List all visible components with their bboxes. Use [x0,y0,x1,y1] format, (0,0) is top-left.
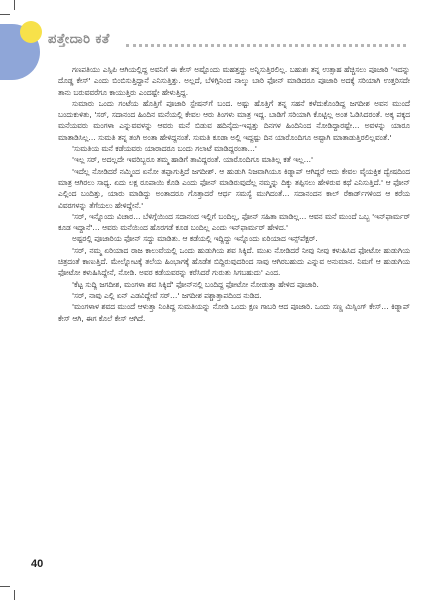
crop-mark-bottom-left-horizontal [0,586,10,587]
paragraph: 'ಇಲ್ಲ ಸರ್, ಅದಲ್ಲದೇ ಇವರಿಬ್ಬರೂ ತಮ್ಮ ಹಾಡಿಗೆ ತಾವಿದ್ದರಂತೆ. ಯಾರೊಂದಿಗೂ ಮಾತಿಲ್ಲ ಕತೆ ಇಲ್ಲ…' [72,155,313,165]
paragraph: ಸುಮಾರು ಒಂದು ಗಂಟೆಯ ಹೊತ್ತಿಗೆ ಪೂಜಾರಿ ಸ್ಟೇಷನ್‌ಗೆ ಬಂದ. ಅಷ್ಟು ಹೊತ್ತಿಗೆ ತನ್ನ ಸಹನೆ ಕಳೆದುಕೊಂಡಿದ್ದ ಜಗದೀಶ ಅವನ ಮುಂದೆ ಬಂದುಕುಳಿತು, 'ಸರ್, ಸದಾನಂದ ಹಿಂದಿನ ಮನೆಯಲ್ಲಿ ಕೇವಲ ಆರು ತಿಂಗಳು ಮಾತ್ರ ಇದ್ದ. ಬಾಡಿಗೆ ಸರಿಯಾಗಿ ಕೊಟ್ಟಿಲ್ಲ ಅಂತ ಓಡಿಸಿದರಂತೆ. ಅಕ್ಕ ಪಕ್ಕದ ಮನೆಯವರು ಮಂಗಳಾ ಎನ್ನುವವಳನ್ನು ಆವರು ಮನೆ ಬಿಡುವ ಹದಿನೈದು-ಇಪ್ಪತ್ತು ದಿನಗಳ ಹಿಂದಿನಿಂದ ನೋಡಿದ್ದಾರಷ್ಟೇ… ಅವಳನ್ನು ಯಾರೂ ಮಾತಾಡಿಸಿಲ್ಲ… ಸುಮತಿ ತನ್ನ ತಂಗಿ ಅಂತಾ ಹೇಳಿದ್ದನಂತೆ. ಸುಮತಿ ಕೂಡಾ ಅಲ್ಲಿ ಇದ್ದಷ್ಟು ದಿನ ಯಾರೊಂದಿಗೂ ಅಷ್ಟಾಗಿ ಮಾತಾಡುತ್ತಿರಲಿಲ್ಲವಂತೆ.' [58,98,410,142]
paragraph: 'ಸರ್, ನಮ್ಮ ಏರಿಯಾದ ರಾಜ ಕಾಲುವೆಯಲ್ಲಿ ಒಂದು ಹುಡುಗಿಯ ಶವ ಸಿಕ್ಕಿದೆ. ಮುಖ ನೋಡಿದರೆ ನೀವು ನೀವು ಕಳುಹಿಸಿದ ಫೋಟೋ ಹುಡುಗಿಯ ಚಿತ್ರದಂತೆ ಕಾಣುತ್ತಿದೆ. ಮೇಲ್ನೋಟಕ್ಕೆ ತಲೆಯ ಹಿಂಭಾಗಕ್ಕೆ ಹೊಡೆತ ಬಿದ್ದಿರುವುದರಿಂದ ಸಾವು ಆಗಿರಬಹುದು ಎನ್ನುವ ಅನುಮಾನ. ನಿಮಗೆ ಆ ಹುಡುಗಿಯ ಫೋಟೋ ಕಳುಹಿಸಿದ್ದೇನೆ, ನೋಡಿ. ಅವರ ಕಡೆಯವರನ್ನು ಕರೆಸಿದರೆ ಗುರುತು ಸಿಗಬಹುದು' ಎಂದ. [58,245,410,278]
paragraph: 'ಸರ್, ನಾವು ಎಲ್ಲಿ ಏನ್ ಎಡವಿದ್ದೇವೆ ಸರ್…' ಜಗದೀಶ ಪಶ್ಚಾತ್ತಾಪದಿಂದ ನುಡಿದ. [72,290,262,300]
paragraph: 'ಸರ್, ಇನ್ನೊಂದು ವಿಚಾರ… ಬೆಳಿಗ್ಗೆಯಿಂದ ಸದಾನಂದ ಇಲ್ಲಿಗೆ ಬಂದಿಲ್ಲ, ಫೋನ್ ಸಹಿತಾ ಮಾಡಿಲ್ಲ… ಆವನ ಮನೆ ಮುಂದೆ ಒಬ್ಬ 'ಇನ್‌ಫಾರ್ಮರ್ ಕೂಡ ಇದ್ದಾನೆ'… ಆವರು ಮನೆಯಿಂದ ಹೊರಗಡೆ ಕೂಡ ಬಂದಿಲ್ಲ ಎಂದು ಇನ್‌ಫಾರ್ಮರ್ ಹೇಳಿದ.' [58,211,410,233]
paragraph: 'ಇದೆಲ್ಲ ನೋಡಿದರೆ ನಮ್ಮಿಂದ ಏನೋ ತಪ್ಪಾಗುತ್ತಿದೆ ಜಗದೀಶ್. ಆ ಹುಡುಗಿ ನಿಜವಾಗಿಯೂ ಕಿಡ್ನಾಪ್ ಆಗಿದ್ದರೆ ಆದು ಕೇವಲ ವೈಯಕ್ತಿಕ ದ್ವೇಷದಿಂದ ಮಾತ್ರ ಆಗಿರಲು ಸಾಧ್ಯ. ಏದು ಲಕ್ಷ ರೂಪಾಯಿ ಕೊಡಿ ಎಂದು ಫೋನ್ ಮಾಡಿರುವುದೆಲ್ಲ ನಮ್ಮನ್ನು ದಿಕ್ಕು ತಪ್ಪಿಸಲು ಹೇಳಿರುವ ಕಥೆ ಎನಿಸುತ್ತಿದೆ.' ಆ ಫೋನ್ ಎಲ್ಲಿಂದ ಬಂದಿತ್ತು, ಯಾರು ಮಾಡಿದ್ದು ಅಂತಾದರೂ ಗೊತ್ತಾದರೆ ಆರ್ಧ ಸಮಸ್ಯೆ ಮುಗಿದಂತೆ… ಸದಾನಂದನ ಕಾಲ್ ರೆಕಾರ್ಡ್‌ಗಳಿಂದ ಆ ಕರೆಯ ವಿವರಗಳನ್ನು ತೆಗೆಯಲು ಹೇಳಿದ್ದೇನೆ.' [58,166,410,210]
crop-mark-bottom-left-vertical [14,590,15,600]
story-body [58,64,410,324]
page-number: 40 [31,558,44,570]
paragraph: ಅಷ್ಟರಲ್ಲಿ ಪೂಜಾರಿಯ ಫೋನ್ ಸದ್ದು ಮಾಡಿತು. ಆ ಕಡೆಯಲ್ಲಿ ಇದ್ದಿದ್ದು ಇನ್ನೊಂದು ಏರಿಯಾದ ಇನ್ಸ್‌ಪೆಕ್ಟರ್. [72,234,318,244]
crop-mark-top-left-vertical [14,0,15,10]
decorative-yellow-circle [20,21,42,43]
section-title: ಪತ್ತೇದಾರಿ ಕತೆ [48,32,110,47]
crop-mark-top-left-horizontal [0,14,10,15]
paragraph: 'ಸುಮತಿಯ ಮನೆ ಕಡೆಯವರು ಯಾರಾದರೂ ಬಂದು ಗಲಾಟೆ ಮಾಡಿದ್ದರಂತಾ…' [72,144,257,154]
paragraph: 'ಮಂಗಳಾಳ ಶವದ ಮುಂದೆ ಆಳುತ್ತಾ ನಿಂತಿದ್ದ ಸುಮತಿಯನ್ನು ನೋಡಿ ಒಂದು ಕ್ಷಣ ಗಾಬರಿ ಆದ ಪೂಜಾರಿ. ಒಂದು ಸಣ್ಣ ಮಿಸ್ಸಿಂಗ್ ಕೇಸ್… ಕಿಡ್ನಾಪ್ ಕೇಸ್ ಆಗಿ, ಈಗ ಕೊಲೆ ಕೇಸ್ ಆಗಿದೆ. [58,302,410,323]
paragraph: ಗಣಪತಿಯು ಎಸ್ಸಿಪಿ ಆಗಿಯಲ್ಲಿದ್ದ ಅವನಿಗೆ ಈ ಕೇಸ್ ಅಷ್ಟೊಂದು ಮಹತ್ತದ್ದು ಅನ್ನಿಸುತ್ತಿರಲಿಲ್ಲ. ಬಹುಶಃ ತನ್ನ ಉತ್ಸಾಹ ಹೆಚ್ಚಿಸಲು ಪೂಜಾರಿ 'ಇದನ್ನು ದೊಡ್ಡ ಕೇಸ್' ಎಂದು ಬಿಂಬಿಸುತ್ತಿದ್ದಾನೆ ಎನಿಸುತ್ತಿತ್ತು. ಅಲ್ಲದೆ, ಬೆಳಿಗ್ಗಿನಿಂದ ನಾಲ್ಕು ಬಾರಿ ಫೋನ್ ಮಾಡಿದರೂ ಪೂಜಾರಿ ಅದಕ್ಕೆ ಸರಿಯಾಗಿ ಉತ್ತರಿಸದೇ ತಾನು ಬರುವವರೆಗೂ ಕಾಯುತ್ತಿರು ಎಂದಷ್ಟೇ ಹೇಳುತ್ತಿದ್ದ. [58,65,410,97]
dotted-divider [126,44,406,47]
paragraph: 'ಕೆಟ್ಟ ಸುದ್ದಿ ಜಗದೀಶ, ಮಂಗಳಾ ಶವ ಸಿಕ್ಕಿದೆ' ಫೋನ್‌ನಲ್ಲಿ ಬಂದಿದ್ದ ಫೋಟೋ ನೋಡುತ್ತಾ ಹೇಳಿದ ಪೂಜಾರಿ. [72,279,319,289]
